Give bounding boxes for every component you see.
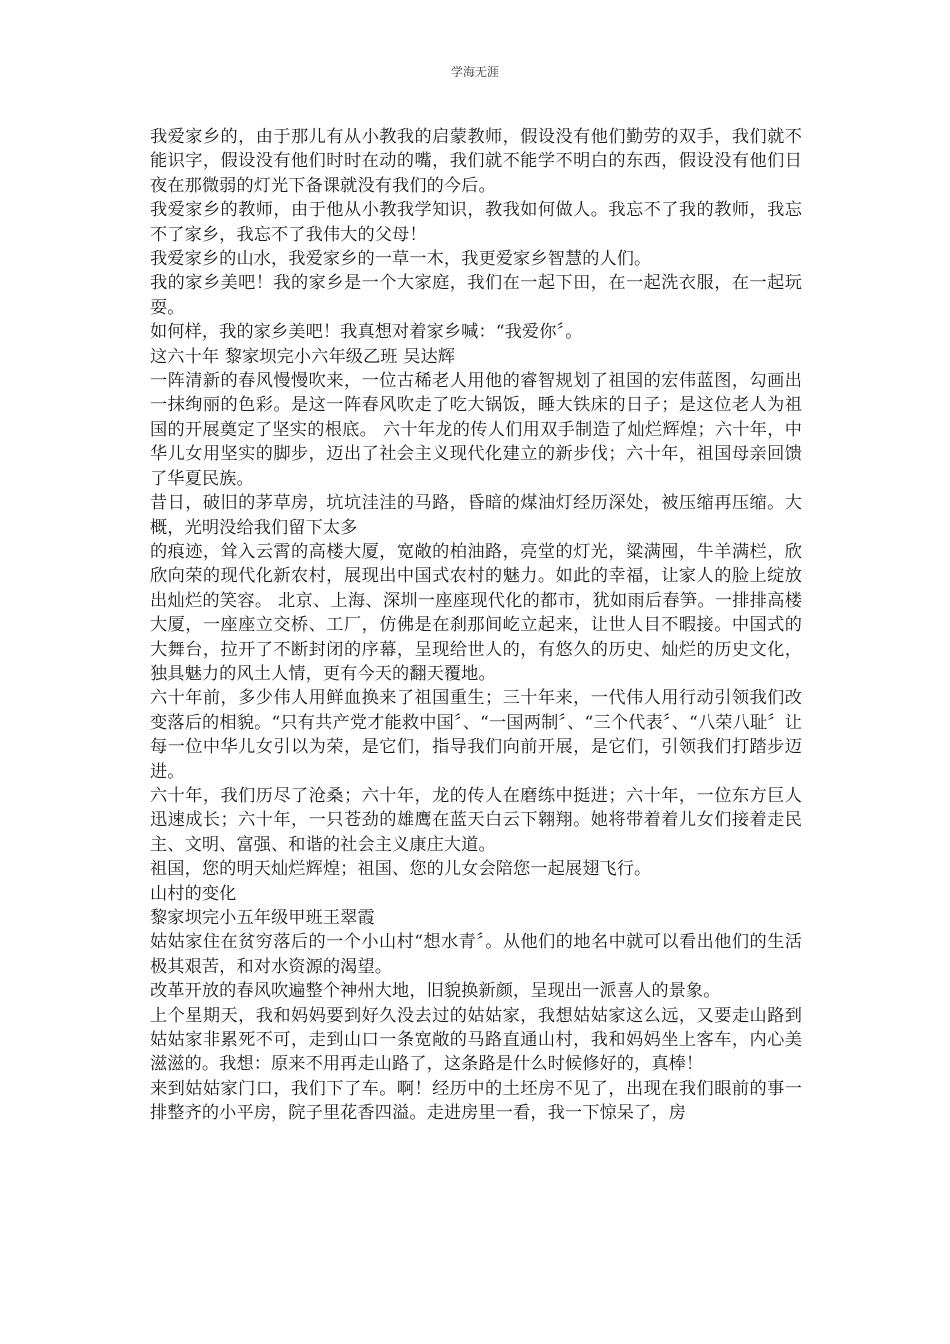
paragraph: 六十年，我们历尽了沧桑；六十年，龙的传人在磨练中挺进；六十年，一位东方巨人迅速成长；六十年，一只苍劲的雄鹰在蓝天白云下翱翔。她将带着着儿女们接着走民主、文明、富强、和谐的社会主义康庄大道。 <box>150 785 802 855</box>
essay-title-author: 这六十年 黎家坝完小六年级乙班 吴达辉 <box>150 346 456 367</box>
paragraph: 我爱家乡的，由于那儿有从小教我的启蒙教师，假设没有他们勤劳的双手，我们就不能识字，假设没有他们时时在动的嘴，我们就不能学不明白的东西，假设没有他们日夜在那微弱的灯光下备课就没有我们的今后。 <box>150 127 802 196</box>
paragraph: 一阵清新的春风慢慢吹来，一位古稀老人用他的睿智规划了祖国的宏伟蓝图，勾画出一抹绚丽的色彩。是这一阵春风吹走了吃大锅饭，睡大铁床的日子；是这位老人为祖国的开展奠定了坚实的根底。 六十年龙的传人们用双手制造了灿烂辉煌；六十年，中华儿女用坚实的脚步，迈出了社会主义现代化建立的新步伐；六十年，祖国母亲回馈了华夏民族。 <box>150 371 802 489</box>
paragraph: 姑姑家住在贫穷落后的一个小山村“想水青〞。从他们的地名中就可以看出他们的生活极其艰苦，和对水资源的渴望。 <box>150 932 802 977</box>
essay-author: 黎家坝完小五年级甲班王翠霞 <box>150 908 375 928</box>
paragraph: 来到姑姑家门口，我们下了车。啊！经历中的土坯房不见了，出现在我们眼前的事一排整齐的小平房，院子里花香四溢。走进房里一看，我一下惊呆了，房 <box>150 1078 802 1124</box>
paragraph: 昔日，破旧的茅草房，坑坑洼洼的马路，昏暗的煤油灯经历深处，被压缩再压缩。大概，光明没给我们留下太多 <box>150 493 802 538</box>
paragraph: 的痕迹，耸入云霄的高楼大厦，宽敞的柏油路，亮堂的灯光，粱满囤，牛羊满栏，欣欣向荣的现代化新农村，展现出中国式农村的魅力。如此的幸福，让家人的脸上绽放出灿烂的笑容。 北京、上海、深圳一座座现代化的都市，犹如雨后春笋。一排排高楼大厦，一座座立交桥、工厂，仿佛是在刹那间屹立起来，让世人目不暇接。中国式的大舞台，拉开了不断封闭的序幕，呈现给世人的，有悠久的历史、灿烂的历史文化，独具魅力的风土人情，更有今天的翻天覆地。 <box>150 541 802 684</box>
paragraph: 如何样，我的家乡美吧！我真想对着家乡喊：“我爱你〞。 <box>150 322 583 343</box>
paragraph: 祖国，您的明天灿烂辉煌；祖国、您的儿女会陪您一起展翅飞行。 <box>150 859 652 880</box>
paragraph: 我的家乡美吧！我的家乡是一个大家庭，我们在一起下田，在一起洗衣服，在一起玩耍。 <box>150 273 802 318</box>
paragraph: 我爱家乡的山水，我爱家乡的一草一木，我更爱家乡智慧的人们。 <box>150 249 652 270</box>
paragraph: 我爱家乡的教师，由于他从小教我学知识，教我如何做人。我忘不了我的教师，我忘不了家乡，我忘不了我伟大的父母！ <box>150 200 802 245</box>
paragraph: 上个星期天，我和妈妈要到好久没去过的姑姑家，我想姑姑家这么远，又要走山路到姑姑家非累死不可，走到山口一条宽敞的马路直通山村，我和妈妈坐上客车，内心美滋滋的。我想：原来不用再走山路了，这条路是什么时候修好的，真棒！ <box>150 1005 802 1075</box>
essay-title: 山村的变化 <box>150 883 237 904</box>
page-header: 学海无涯 <box>450 65 499 79</box>
paragraph: 改革开放的春风吹遍整个神州大地，旧貌换新颜，呈现出一派喜人的景象。 <box>150 981 721 1002</box>
document-body <box>150 125 802 1126</box>
paragraph: 六十年前，多少伟人用鲜血换来了祖国重生；三十年来，一代伟人用行动引领我们改变落后的相貌。“只有共产党才能救中国〞、“一国两制〞、“三个代表〞、“八荣八耻〞让每一位中华儿女引以为荣，是它们，指导我们向前开展，是它们，引领我们打踏步迈进。 <box>150 688 802 782</box>
